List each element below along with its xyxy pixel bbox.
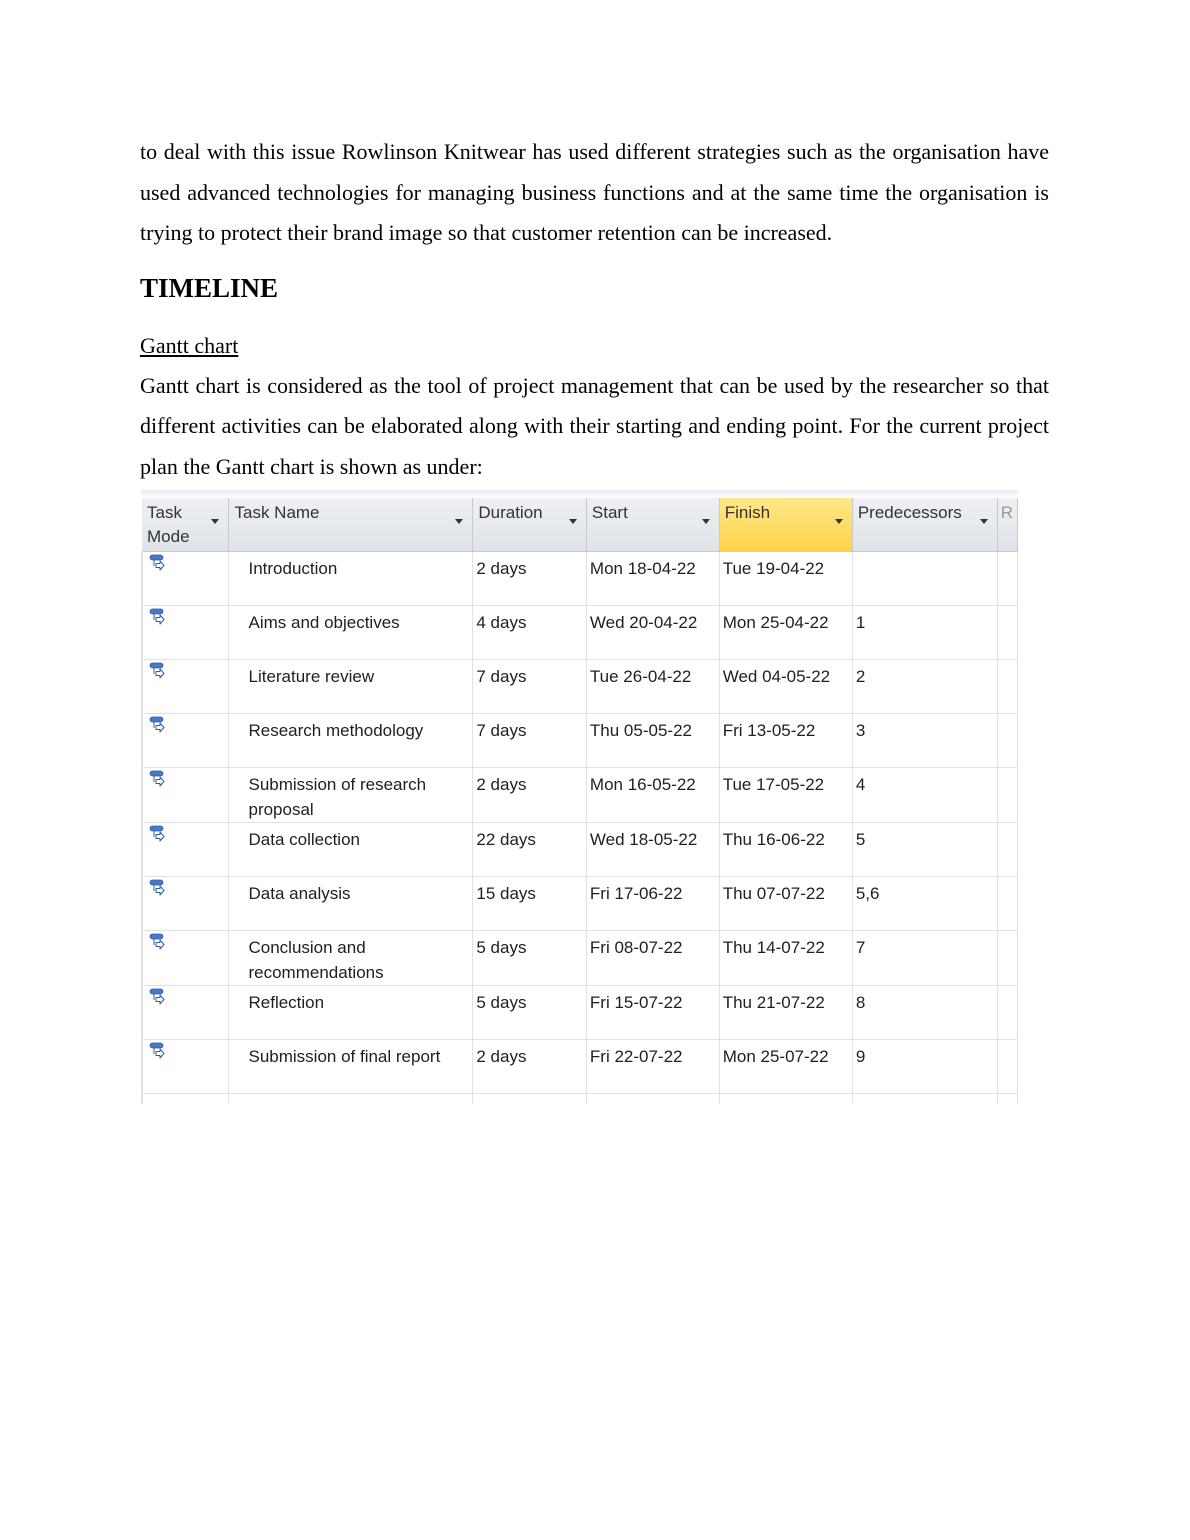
- task-duration-cell[interactable]: 15 days: [473, 876, 587, 930]
- task-predecessors-cell[interactable]: 9: [852, 1039, 997, 1093]
- gantt-task-row[interactable]: [142, 822, 1018, 876]
- task-start-cell[interactable]: Mon 18-04-22: [586, 551, 719, 605]
- task-start-cell[interactable]: Fri 08-07-22: [586, 930, 719, 985]
- task-start-cell[interactable]: Thu 05-05-22: [586, 713, 719, 767]
- col-header-predecessors[interactable]: [852, 498, 997, 551]
- gantt-task-row[interactable]: [142, 1039, 1018, 1093]
- auto-scheduled-task-icon: [149, 825, 167, 843]
- col-header-task-name-label: Task Name: [234, 503, 320, 522]
- task-start-cell[interactable]: Fri 17-06-22: [586, 876, 719, 930]
- gantt-chart-screenshot: [141, 490, 1018, 1104]
- task-partial-cell: [997, 930, 1017, 985]
- col-header-task-mode[interactable]: [142, 498, 229, 551]
- dropdown-arrow-icon[interactable]: [835, 519, 843, 524]
- empty-cell: [719, 1093, 852, 1104]
- task-predecessors-cell[interactable]: 3: [852, 713, 997, 767]
- task-finish-cell[interactable]: Tue 19-04-22: [719, 551, 852, 605]
- gantt-header-row: [142, 498, 1018, 551]
- gantt-task-row[interactable]: [142, 713, 1018, 767]
- empty-cell: [142, 1093, 229, 1104]
- task-mode-cell[interactable]: [142, 876, 229, 930]
- task-mode-cell[interactable]: [142, 1039, 229, 1093]
- task-finish-cell[interactable]: Wed 04-05-22: [719, 659, 852, 713]
- task-name-cell[interactable]: Research methodology: [229, 713, 473, 767]
- col-header-start-label: Start: [591, 503, 628, 522]
- gantt-task-row[interactable]: [142, 551, 1018, 605]
- task-finish-cell[interactable]: Fri 13-05-22: [719, 713, 852, 767]
- task-mode-cell[interactable]: [142, 930, 229, 985]
- task-duration-cell[interactable]: 2 days: [473, 1039, 587, 1093]
- task-name-cell[interactable]: Data analysis: [229, 876, 473, 930]
- task-duration-cell[interactable]: 4 days: [473, 605, 587, 659]
- col-header-start[interactable]: [586, 498, 719, 551]
- task-name-cell[interactable]: Conclusion and recommendations: [229, 930, 473, 985]
- task-partial-cell: [997, 713, 1017, 767]
- col-header-partial[interactable]: [997, 498, 1017, 551]
- task-duration-cell[interactable]: 2 days: [473, 551, 587, 605]
- empty-cell: [229, 1093, 473, 1104]
- gantt-task-row[interactable]: [142, 876, 1018, 930]
- auto-scheduled-task-icon: [149, 933, 167, 951]
- col-header-duration-label: Duration: [478, 503, 543, 522]
- task-mode-cell[interactable]: [142, 551, 229, 605]
- auto-scheduled-task-icon: [149, 770, 167, 788]
- auto-scheduled-task-icon: [149, 988, 167, 1006]
- task-predecessors-cell[interactable]: 8: [852, 985, 997, 1039]
- task-mode-cell[interactable]: [142, 659, 229, 713]
- task-predecessors-cell[interactable]: 4: [852, 767, 997, 822]
- gantt-top-border: [141, 490, 1018, 498]
- task-name-cell[interactable]: Submission of research proposal: [229, 767, 473, 822]
- task-duration-cell[interactable]: 7 days: [473, 659, 587, 713]
- task-name-cell[interactable]: Submission of final report: [229, 1039, 473, 1093]
- task-partial-cell: [997, 1039, 1017, 1093]
- gantt-description-paragraph: Gantt chart is considered as the tool of project management that can be used by the researcher so that different activities can be elaborated along with their starting and ending point. For the current project plan the Gantt chart is shown as under:: [140, 372, 1049, 479]
- task-duration-cell[interactable]: 2 days: [473, 767, 587, 822]
- col-header-predecessors-label: Predecessors: [857, 503, 962, 522]
- task-finish-cell[interactable]: Thu 07-07-22: [719, 876, 852, 930]
- task-start-cell[interactable]: Tue 26-04-22: [586, 659, 719, 713]
- task-finish-cell[interactable]: Mon 25-04-22: [719, 605, 852, 659]
- task-partial-cell: [997, 985, 1017, 1039]
- task-partial-cell: [997, 876, 1017, 930]
- task-name-cell[interactable]: Introduction: [229, 551, 473, 605]
- task-mode-cell[interactable]: [142, 713, 229, 767]
- task-partial-cell: [997, 605, 1017, 659]
- task-start-cell[interactable]: Wed 20-04-22: [586, 605, 719, 659]
- empty-cell: [852, 1093, 997, 1104]
- task-partial-cell: [997, 767, 1017, 822]
- dropdown-arrow-icon[interactable]: [702, 519, 710, 524]
- auto-scheduled-task-icon: [149, 608, 167, 626]
- task-duration-cell[interactable]: 5 days: [473, 985, 587, 1039]
- task-duration-cell[interactable]: 22 days: [473, 822, 587, 876]
- task-finish-cell[interactable]: Thu 14-07-22: [719, 930, 852, 985]
- task-name-cell[interactable]: Data collection: [229, 822, 473, 876]
- empty-cell: [586, 1093, 719, 1104]
- auto-scheduled-task-icon: [149, 1042, 167, 1060]
- task-start-cell[interactable]: Wed 18-05-22: [586, 822, 719, 876]
- col-header-task-name[interactable]: [229, 498, 473, 551]
- intro-paragraph: to deal with this issue Rowlinson Knitwear has used different strategies such as the organisation have used advanced technologies for managing business functions and at the same time the organisation is trying to protect their brand image so that customer retention can be increased.: [140, 139, 1049, 245]
- gantt-task-row[interactable]: [142, 930, 1018, 985]
- task-finish-cell[interactable]: Thu 16-06-22: [719, 822, 852, 876]
- col-header-task-mode-label: Task Mode: [147, 503, 190, 546]
- col-header-partial-label: R: [1000, 503, 1013, 522]
- empty-cell: [473, 1093, 587, 1104]
- auto-scheduled-task-icon: [149, 879, 167, 897]
- task-partial-cell: [997, 659, 1017, 713]
- dropdown-arrow-icon[interactable]: [211, 519, 219, 524]
- task-predecessors-cell[interactable]: [852, 551, 997, 605]
- gantt-body: [142, 551, 1018, 1104]
- dropdown-arrow-icon[interactable]: [980, 519, 988, 524]
- auto-scheduled-task-icon: [149, 662, 167, 680]
- gantt-table: [141, 498, 1018, 1104]
- task-partial-cell: [997, 551, 1017, 605]
- task-name-cell[interactable]: Literature review: [229, 659, 473, 713]
- subsection-heading: Gantt chart: [140, 332, 239, 358]
- col-header-finish[interactable]: [719, 498, 852, 551]
- task-duration-cell[interactable]: 5 days: [473, 930, 587, 985]
- dropdown-arrow-icon[interactable]: [455, 519, 463, 524]
- col-header-duration[interactable]: [473, 498, 587, 551]
- auto-scheduled-task-icon: [149, 554, 167, 572]
- empty-cell: [997, 1093, 1017, 1104]
- task-name-cell[interactable]: Reflection: [229, 985, 473, 1039]
- task-mode-cell[interactable]: [142, 605, 229, 659]
- task-finish-cell[interactable]: Thu 21-07-22: [719, 985, 852, 1039]
- task-predecessors-cell[interactable]: 7: [852, 930, 997, 985]
- task-predecessors-cell[interactable]: 1: [852, 605, 997, 659]
- task-finish-cell[interactable]: Tue 17-05-22: [719, 767, 852, 822]
- task-mode-cell[interactable]: [142, 822, 229, 876]
- task-start-cell[interactable]: Mon 16-05-22: [586, 767, 719, 822]
- task-duration-cell[interactable]: 7 days: [473, 713, 587, 767]
- gantt-empty-row: [142, 1093, 1018, 1104]
- task-mode-cell[interactable]: [142, 767, 229, 822]
- task-predecessors-cell[interactable]: 5: [852, 822, 997, 876]
- task-mode-cell[interactable]: [142, 985, 229, 1039]
- gantt-task-row[interactable]: [142, 767, 1018, 822]
- document-page: [140, 132, 1049, 487]
- col-header-finish-label: Finish: [724, 503, 771, 522]
- task-start-cell[interactable]: Fri 22-07-22: [586, 1039, 719, 1093]
- task-finish-cell[interactable]: Mon 25-07-22: [719, 1039, 852, 1093]
- task-name-cell[interactable]: Aims and objectives: [229, 605, 473, 659]
- task-start-cell[interactable]: Fri 15-07-22: [586, 985, 719, 1039]
- gantt-task-row[interactable]: [142, 985, 1018, 1039]
- dropdown-arrow-icon[interactable]: [569, 519, 577, 524]
- task-partial-cell: [997, 822, 1017, 876]
- gantt-task-row[interactable]: [142, 605, 1018, 659]
- task-predecessors-cell[interactable]: 5,6: [852, 876, 997, 930]
- task-predecessors-cell[interactable]: 2: [852, 659, 997, 713]
- gantt-task-row[interactable]: [142, 659, 1018, 713]
- auto-scheduled-task-icon: [149, 716, 167, 734]
- section-heading: TIMELINE: [140, 272, 279, 303]
